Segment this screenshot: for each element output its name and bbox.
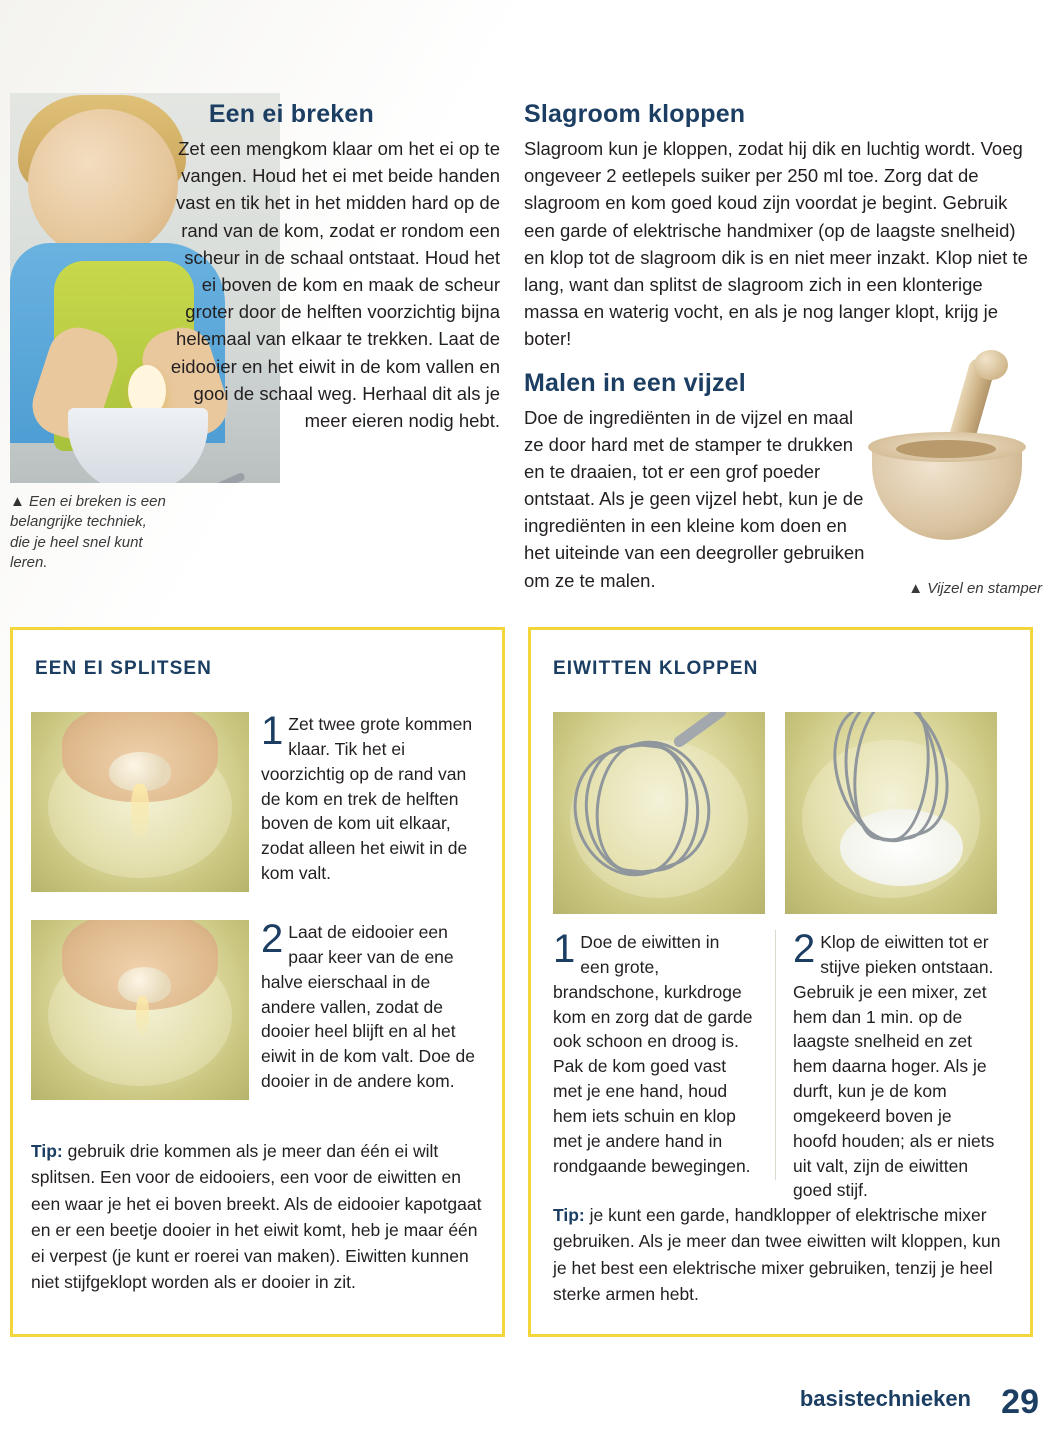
step-splitsen-2 (261, 917, 483, 1094)
photo-mortar-cavity (896, 440, 996, 458)
step-text: Zet twee grote kommen klaar. Tik het ei voorzichtig op de rand van de kom en trek de helften boven de kom uit elkaar, zodat alleen het eiwit in de kom valt. (261, 714, 473, 884)
caption-marker-icon: ▲ (908, 580, 924, 597)
column-divider (775, 930, 776, 1180)
step-number: 2 (793, 927, 816, 971)
step-text: Laat de eidooier een paar keer van de ene halve eierschaal in de andere vallen, zodat de dooier heel blijft en al het eiwit in de kom valt. Doe de dooier in de andere kom. (261, 922, 475, 1092)
photo-whisk (836, 712, 946, 841)
photo-whisk (574, 744, 710, 873)
photo-pestle-knob (974, 350, 1008, 380)
step-splitsen-1 (261, 709, 483, 886)
caption-mortar-photo (862, 580, 1042, 597)
body-een-ei-breken: Zet een mengkom klaar om het ei op te vangen. Houd het ei met beide handen vast en tik het in het midden hard op de rand van de kom, zodat er rondom een scheur in de schaal ontstaat. Houd het ei boven de kom en maak de scheur groter door de helften voorzichtig bijna helemaal van elkaar te trekken. Laat de eidooier en het eiwit in de kom vallen en gooi de schaal weg. Herhaal dit als je meer eieren nodig hebt. (170, 138, 500, 431)
photo-egg-white-drip (136, 996, 149, 1036)
step-number: 1 (261, 709, 284, 753)
photo-boy-head (28, 109, 178, 259)
step-number: 1 (553, 927, 576, 971)
photo-egg-white-drip (131, 784, 148, 838)
step-eiwitten-1 (553, 927, 753, 1178)
top-section (0, 0, 1061, 615)
panel-een-ei-splitsen (10, 627, 505, 1337)
step-eiwitten-2 (793, 927, 997, 1203)
tip-label: Tip: (31, 1141, 63, 1161)
step-text: Doe de eiwitten in een grote, brandschone, kurkdroge kom en zorg dat de garde ook schoon en droog is. Pak de kom goed vast met je ene hand, houd hem iets schuin en klop met je andere hand in rondgaande bewegingen. (553, 932, 753, 1176)
panel-eiwitten-kloppen (528, 627, 1033, 1337)
footer-section-label: basistechnieken (799, 1386, 971, 1411)
panel-title-eiwitten-kloppen: EIWITTEN KLOPPEN (553, 658, 759, 679)
body-malen-in-een-vijzel: Doe de ingrediënten in de vijzel en maal ze door hard met de stamper te drukken en te draaien, tot er een grof poeder ontstaat. Als je geen vijzel hebt, kun je de ingrediënten in een kleine kom doen en het uiteinde van een deegroller gebruiken om ze te malen. (524, 406, 865, 591)
tip-splitsen (31, 1138, 487, 1296)
body-slagroom-kloppen: Slagroom kun je kloppen, zodat hij dik en luchtig wordt. Voeg ongeveer 2 eetlepels suiker per 250 ml toe. Zorg dat de slagroom en kom goed koud zijn voordat je begint. Gebruik een garde of elektrische handmixer (op de laagste snelheid) en klop tot de slagroom dik is en niet meer inzakt. Klop niet te lang, want dan splitst de slagroom zich in een klonterige massa en waterig vocht, en als je nog langer klopt, krijg je boter! (524, 138, 1028, 350)
article-een-ei-breken (168, 100, 500, 434)
heading-een-ei-breken: Een ei breken (208, 100, 374, 128)
photo-eiwitten-step2 (785, 712, 997, 914)
caption-text: Vijzel en stamper (927, 580, 1042, 597)
caption-text: Een ei breken is een belangrijke techniek, die je heel snel kunt leren. (10, 493, 166, 571)
heading-slagroom-kloppen: Slagroom kloppen (524, 100, 746, 128)
heading-malen-in-een-vijzel: Malen in een vijzel (524, 368, 746, 397)
step-number: 2 (261, 917, 284, 961)
photo-splitsen-step2 (31, 920, 249, 1100)
tip-eiwitten (553, 1202, 1005, 1307)
photo-mortar-and-pestle (862, 352, 1042, 584)
tip-label: Tip: (553, 1205, 585, 1225)
page-number: 29 (1001, 1383, 1039, 1421)
photo-eiwitten-step1 (553, 712, 765, 914)
photo-splitsen-step1 (31, 712, 249, 892)
caption-marker-icon: ▲ (10, 493, 25, 510)
panel-title-een-ei-splitsen: EEN EI SPLITSEN (35, 658, 212, 679)
tip-text: gebruik drie kommen als je meer dan één ei wilt splitsen. Een voor de eidooiers, een voor de eiwitten en een waar je het ei boven breekt. Als de eidooier kapotgaat en er een beetje dooier in het eiwit komt, heb je maar één ei verpest (je kunt er roerei van maken). Eiwitten kunnen niet stijfgeklopt worden als er dooier in zit. (31, 1141, 482, 1293)
tip-text: je kunt een garde, handklopper of elektrische mixer gebruiken. Als je meer dan twee eiwitten wilt kloppen, kun je het best een elektrische mixer gebruiken, tenzij je heel sterke armen hebt. (553, 1205, 1001, 1304)
step-text: Klop de eiwitten tot er stijve pieken ontstaan. Gebruik je een mixer, zet hem dan 1 min. op de laagste snelheid en zet hem daarna hoger. Als je durft, kun je de kom omgekeerd boven je hoofd houden; als er niets uit valt, zijn de eiwitten goed stijf. (793, 932, 995, 1201)
caption-boy-photo (10, 492, 170, 573)
